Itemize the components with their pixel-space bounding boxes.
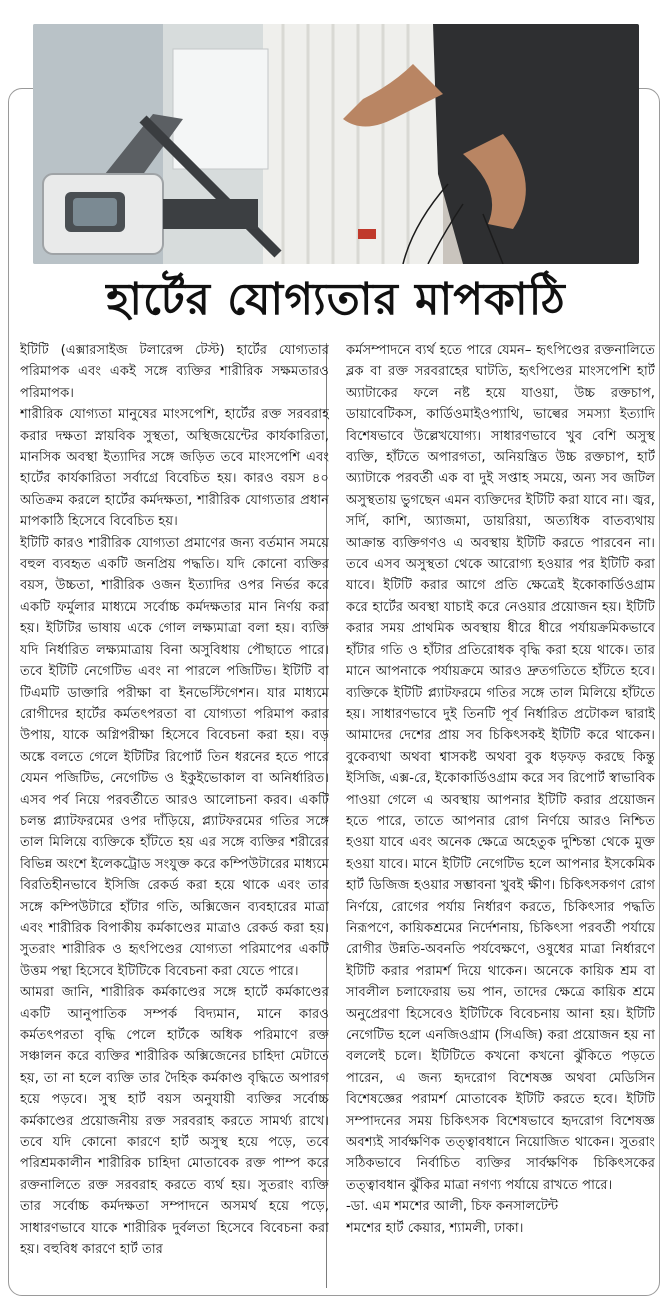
byline-affiliation: শমশের হার্ট কেয়ার, শ্যামলী, ঢাকা।	[346, 1220, 524, 1236]
paragraph: ইটিটি (এক্সারসাইজ টলারেন্স টেস্ট) হার্টের যোগ্যতার পরিমাপক এবং একই সঙ্গে ব্যক্তির শারীরিক সক্ষমতারও পরিমাপক।	[20, 343, 329, 401]
article-column-left	[20, 340, 329, 1295]
paragraph: শারীরিক যোগ্যতা মানুষের মাংসপেশি, হার্টের রক্ত সরবরাহ করার দক্ষতা স্নায়বিক সুস্থতা, অস্থিজয়েন্টের কার্যকারিতা, মানসিক অবস্থা ইত্যাদির সঙ্গে জড়িত তবে মাংসপেশি এবং হার্টের কার্যকারিতা সর্বাগ্রে বিবেচিত হয়। কারও বয়স ৪০ অতিক্রম করলে হার্টের কর্মদক্ষতা, শারীরিক যোগ্যতার প্রধান মাপকাঠি হিসেবে বিবেচিত হয়।	[20, 407, 329, 530]
article-headline: হার্টের যোগ্যতার মাপকাঠি	[106, 274, 566, 325]
article-column-right	[346, 340, 655, 1295]
paragraph: আমরা জানি, শারীরিক কর্মকাণ্ডের সঙ্গে হার্টে কর্মকাণ্ডের একটি আনুপাতিক সম্পর্ক বিদ্যমান, মানে কারও কর্মতৎপরতা বৃদ্ধি পেলে হার্টকে অধিক পরিমাণে রক্ত সঞ্চালন করে ব্যক্তির শারীরিক অক্সিজেনের চাহিদা মেটাতে হয়, তা না হলে ব্যক্তি তার দৈহিক কর্মকাণ্ড বৃদ্ধিতে অপারগ হয়ে পড়বে। সুস্থ হার্ট বয়স অনুযায়ী ব্যক্তির সর্বোচ্চ কর্মকাণ্ডের প্রয়োজনীয় রক্ত সরবরাহ করতে সামর্থ্য রাখে। তবে যদি কোনো কারণে হার্ট অসুস্থ হয়ে পড়ে, তবে পরিশ্রমকালীন শারীরিক চাহিদা মোতাবেক রক্ত পাম্প করে রক্তনালিতে রক্ত সরবরাহ করতে ব্যর্থ হয়। সুতরাং ব্যক্তি তার সর্বোচ্চ কর্মদক্ষতা সম্পাদনে অসমর্থ হয়ে পড়ে, সাধারণভাবে যাকে শারীরিক দুর্বলতা হিসেবে বিবেচনা করা হয়। বহুবিধ কারণে হার্ট তার	[20, 985, 329, 1258]
article-body	[20, 340, 655, 1295]
article-photo-treadmill-test	[33, 24, 639, 264]
paragraph: কর্মসম্পাদনে ব্যর্থ হতে পারে যেমন– হৃৎপিণ্ডের রক্তনালিতে ব্লক বা রক্ত সরবরাহের ঘাটতি, হৃৎপিণ্ডের মাংসপেশি হার্ট অ্যাটাকের ফলে নষ্ট হয়ে যাওয়া, উচ্চ রক্তচাপ, ডায়াবেটিকস, কার্ডিওমাইওপ্যাথি, ভাল্বের সমস্যা ইত্যাদি বিশেষভাবে উল্লেখযোগ্য। সাধারণভাবে খুব বেশি অসুস্থ ব্যক্তি, হাঁটতে অপারগতা, অনিয়ন্ত্রিত উচ্চ রক্তচাপ, হার্ট অ্যাটাকে পরবর্তী এক বা দুই সপ্তাহ সময়ে, অন্য সব জটিল অসুস্থতায় ভুগছেন এমন ব্যক্তিদের ইটিটি করা যাবে না। জ্বর, সর্দি, কাশি, অ্যাজমা, ডায়রিয়া, অত্যধিক বাতব্যথায় আক্রান্ত ব্যক্তিগণও এ অবস্থায় ইটিটি করতে পারবেন না। তবে এসব অসুস্থতা থেকে আরোগ্য হওয়ার পর ইটিটি করা যাবে। ইটিটি করার আগে প্রতি ক্ষেত্রেই ইকোকার্ডিওগ্রাম করে হার্টের অবস্থা যাচাই করে নেওয়ার প্রয়োজন হয়। ইটিটি করার সময় প্রাথমিক অবস্থায় ধীরে ধীরে পর্যায়ক্রমিকভাবে হাঁটার গতি ও হাঁটার প্রতিরোধক বৃদ্ধি করা হয়ে থাকে। তার মানে আপনাকে পর্যায়ক্রমে আরও দ্রুতগতিতে হাঁটতে হবে। ব্যক্তিকে ইটিটি প্ল্যাটফরমে গতির সঙ্গে তাল মিলিয়ে হাঁটতে হয়। সাধারণভাবে দুই তিনটি পূর্ব নির্ধারিত প্রটোকল দ্বারাই আমাদের দেশের প্রায় সব চিকিৎসকই ইটিটি করে থাকেন। বুকেব্যথা অথবা শ্বাসকষ্ট অথবা বুক ধড়ফড় করছে কিন্তু ইসিজি, এক্স-রে, ইকোকার্ডিওগ্রাম করে সব রিপোর্ট স্বাভাবিক পাওয়া গেলে এ অবস্থায় আপনার ইটিটি করার প্রয়োজন হতে পারে, তাতে আপনার রোগ নির্ণয়ে আরও নিশ্চিত হওয়া যাবে এবং অনেক ক্ষেত্রে অহেতুক দুশ্চিন্তা থেকে মুক্ত হওয়া যাবে। মানে ইটিটি নেগেটিভ হলে আপনার ইসকেমিক হার্ট ডিজিজ হওয়ার সম্ভাবনা খুবই ক্ষীণ। চিকিৎসকগণ রোগ নির্ণয়ে, রোগের পর্যায় নির্ধারণ করতে, চিকিৎসার পদ্ধতি নিরূপণে, কায়িকশ্রমের নির্দেশনায়, চিকিৎসা পরবর্তী পর্যায়ে রোগীর উন্নতি-অবনতি পর্যবেক্ষণে, ওষুধের মাত্রা নির্ধারণে ইটিটি করার পরামর্শ দিয়ে থাকেন। অনেকে কায়িক শ্রম বা সাবলীল চলাফেরায় ভয় পান, তাদের ক্ষেত্রে কায়িক শ্রমে অনুপ্রেরণা হিসেবেও ইটিটিকে বিবেচনায় আনা হয়। ইটিটি নেগেটিভ হলে এনজিওগ্রাম (সিএজি) করা প্রয়োজন হয় না বললেই চলে। ইটিটিতে কখনো কখনো ঝুঁকিতে পড়তে পারেন, এ জন্য হৃদরোগ বিশেষজ্ঞ অথবা মেডিসিন বিশেষজ্ঞের পরামর্শ মোতাবেক ইটিটি করতে হবে। ইটিটি সম্পাদনের সময় চিকিৎসক বিশেষভাবে হৃদরোগ বিশেষজ্ঞ অবশ্যই সার্বক্ষণিক তত্ত্বাবধানে নিয়োজিত থাকেন। সুতরাং সঠিকভাবে নির্বাচিত ব্যক্তির সার্বক্ষণিক চিকিৎসকের তত্ত্বাবধান ঝুঁকির মাত্রা নগণ্য পর্যায়ে রাখতে পারে।	[346, 343, 655, 1193]
byline-author: -ডা. এম শমশের আলী, চিফ কনসালটেন্ট	[346, 1199, 559, 1215]
paragraph: ইটিটি কারও শারীরিক যোগ্যতা প্রমাণের জন্য বর্তমান সময়ে বহুল ব্যবহৃত একটি জনপ্রিয় পদ্ধতি। যদি কোনো ব্যক্তির বয়স, উচ্চতা, শারীরিক ওজন ইত্যাদির ওপর নির্ভর করে একটি ফর্মুলার মাধ্যমে সর্বোচ্চ কর্মদক্ষতার মান নির্ণয় করা হয়। ইটিটির ভাষায় একে গোল লক্ষ্যমাত্রা বলা হয়। ব্যক্তি যদি নির্ধারিত লক্ষ্যমাত্রায় বিনা অসুবিধায় পৌছাতে পারে। তবে ইটিটি নেগেটিভ এবং না পারলে পজিটিভ। ইটিটি বা টিএমটি ডাক্তারি পরীক্ষা বা ইনভেস্টিগেশন। যার মাধ্যমে রোগীদের হার্টের কর্মতৎপরতা বা যোগ্যতা পরিমাপ করার উপায়, যাকে অগ্নিপরীক্ষা হিসেবে বিবেচনা করা হয়। বড় অঙ্কে বলতে গেলে ইটিটির রিপোর্ট তিন ধরনের হতে পারে যেমন পজিটিভ, নেগেটিভ ও ইকুইভোকাল বা অনির্ধারিত। এসব পর্ব নিয়ে পরবর্তীতে আরও আলোচনা করব। একটি চলন্ত প্ল্যাটফরমের ওপর দাঁড়িয়ে, প্ল্যাটফরমের গতির সঙ্গে তাল মিলিয়ে ব্যক্তিকে হাঁটতে হয় এর সঙ্গে ব্যক্তির শরীরের বিভিন্ন অংশে ইলেকট্রোড সংযুক্ত করে কম্পিউটারের মাধ্যমে বিরতিহীনভাবে ইসিজি রেকর্ড করা হয়ে থাকে এবং তার সঙ্গে কম্পিউটারে হাঁটার গতি, অক্সিজেন ব্যবহারের মাত্রা এবং শারীরিক বিপাকীয় কর্মকাণ্ডের মাত্রাও রেকর্ড করা হয়। সুতরাং শারীরিক ও হৃৎপিণ্ডের যোগ্যতা পরিমাপের একটি উত্তম পন্থা হিসেবে ইটিটিকে বিবেচনা করা যেতে পারে।	[20, 535, 329, 979]
